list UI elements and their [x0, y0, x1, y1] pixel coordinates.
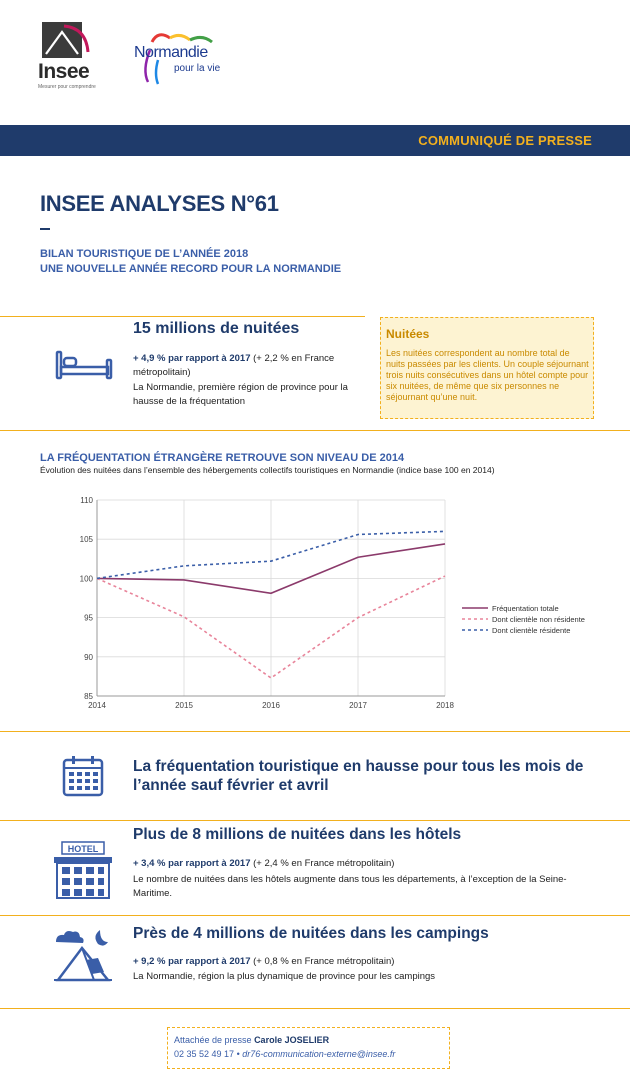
campings-section-title: Près de 4 millions de nuitées dans les campings — [133, 925, 489, 942]
nights-stat — [133, 352, 368, 380]
insee-wordmark: Insee — [38, 60, 90, 83]
normandie-tagline: pour la vie — [174, 63, 221, 74]
insee-tagline: Mesurer pour comprendre — [38, 84, 96, 90]
nights-stat-detail: (+ 2,2 % en France métropolitain) — [133, 353, 335, 378]
nights-section-title: 15 millions de nuitées — [133, 320, 300, 337]
contact-separator: • — [234, 1049, 243, 1059]
line-chart — [50, 488, 620, 713]
contact-attache — [174, 1035, 329, 1045]
contact-name: Carole JOSELIER — [254, 1035, 330, 1045]
campings-stat-highlight: + 9,2 % par rapport à 2017 — [133, 956, 251, 967]
campings-stat — [133, 956, 394, 967]
x-tick-label: 2017 — [349, 701, 367, 710]
x-tick-label: 2015 — [175, 701, 193, 710]
nights-stat-highlight: + 4,9 % par rapport à 2017 — [133, 353, 251, 364]
contact-email-link[interactable]: dr76-communication-externe@insee.fr — [242, 1049, 396, 1059]
x-tick-label: 2018 — [436, 701, 454, 710]
contact-phone[interactable]: 02 35 52 49 17 — [174, 1049, 235, 1059]
campings-description: La Normandie, région la plus dynamique de province pour les campings — [133, 971, 436, 982]
calendar-icon — [62, 755, 104, 797]
hotels-description: Le nombre de nuitées dans les hôtels augmente dans tous les départements, à l’exception de la Seine-Maritime. — [133, 874, 567, 899]
legend-label: Fréquentation totale — [492, 604, 559, 613]
hotels-stat — [133, 858, 394, 869]
contact-label: Attachée de presse — [174, 1035, 255, 1045]
y-tick-label: 95 — [84, 613, 93, 623]
section-divider — [0, 1008, 630, 1009]
campings-stat-detail: (+ 0,8 % en France métropolitain) — [250, 956, 395, 967]
hotels-section-title: Plus de 8 millions de nuitées dans les hôtels — [133, 826, 462, 843]
insee-mark-icon — [42, 22, 90, 60]
camping-icon — [52, 928, 114, 983]
normandie-wordmark: Normandie — [134, 44, 208, 61]
x-tick-label: 2014 — [88, 701, 106, 710]
section-divider — [0, 316, 365, 317]
hotels-stat-detail: (+ 2,4 % en France métropolitain) — [250, 858, 395, 869]
y-tick-label: 110 — [80, 496, 93, 505]
press-release-banner — [0, 125, 630, 156]
y-tick-label: 85 — [84, 692, 93, 701]
definition-title: Nuitées — [386, 327, 430, 341]
section-divider — [0, 731, 630, 732]
contact-details — [174, 1049, 395, 1059]
press-release-label: COMMUNIQUÉ DE PRESSE — [418, 133, 592, 148]
hotel-icon — [52, 840, 114, 900]
chart-title: LA FRÉQUENTATION ÉTRANGÈRE RETROUVE SON NIVEAU DE 2014 — [40, 452, 405, 464]
definition-text: Les nuitées correspondent au nombre total de nuits passées par les clients. Un couple séjournant trois nuits consécutives dans un hôtel compte pour six nuitées, de même que six personnes ne séjournant qu’une nuit. — [386, 348, 589, 402]
legend-label: Dont clientèle non résidente — [492, 615, 585, 624]
chart-subtitle: Évolution des nuitées dans l’ensemble des hébergements collectifs touristiques en Normandie (indice base 100 en 2014) — [40, 465, 495, 475]
legend-label: Dont clientèle résidente — [492, 626, 571, 635]
nights-description: La Normandie, première région de province pour la hausse de la fréquentation — [133, 382, 348, 407]
y-tick-label: 105 — [79, 535, 93, 545]
section-divider — [0, 915, 630, 916]
hotels-stat-highlight: + 3,4 % par rapport à 2017 — [133, 858, 251, 869]
subtitle-line-2: UNE NOUVELLE ANNÉE RECORD POUR LA NORMANDIE — [40, 263, 342, 275]
section-divider — [0, 430, 630, 431]
section-divider — [0, 820, 630, 821]
y-tick-label: 100 — [79, 574, 93, 584]
insee-logo — [30, 22, 108, 92]
normandie-logo — [130, 30, 240, 90]
subtitle-line-1: BILAN TOURISTIQUE DE L’ANNÉE 2018 — [40, 248, 249, 260]
months-section-title: La fréquentation touristique en hausse pour tous les mois de l’année sauf février et avril — [133, 758, 584, 794]
title-divider — [40, 228, 50, 230]
hotel-sign-text: HOTEL — [67, 844, 99, 854]
y-tick-label: 90 — [84, 652, 93, 662]
definition-box — [380, 317, 594, 419]
bed-icon — [55, 350, 113, 380]
press-contact-box — [167, 1027, 450, 1069]
page-title: INSEE ANALYSES N°61 — [40, 191, 279, 216]
x-tick-label: 2016 — [262, 701, 280, 710]
